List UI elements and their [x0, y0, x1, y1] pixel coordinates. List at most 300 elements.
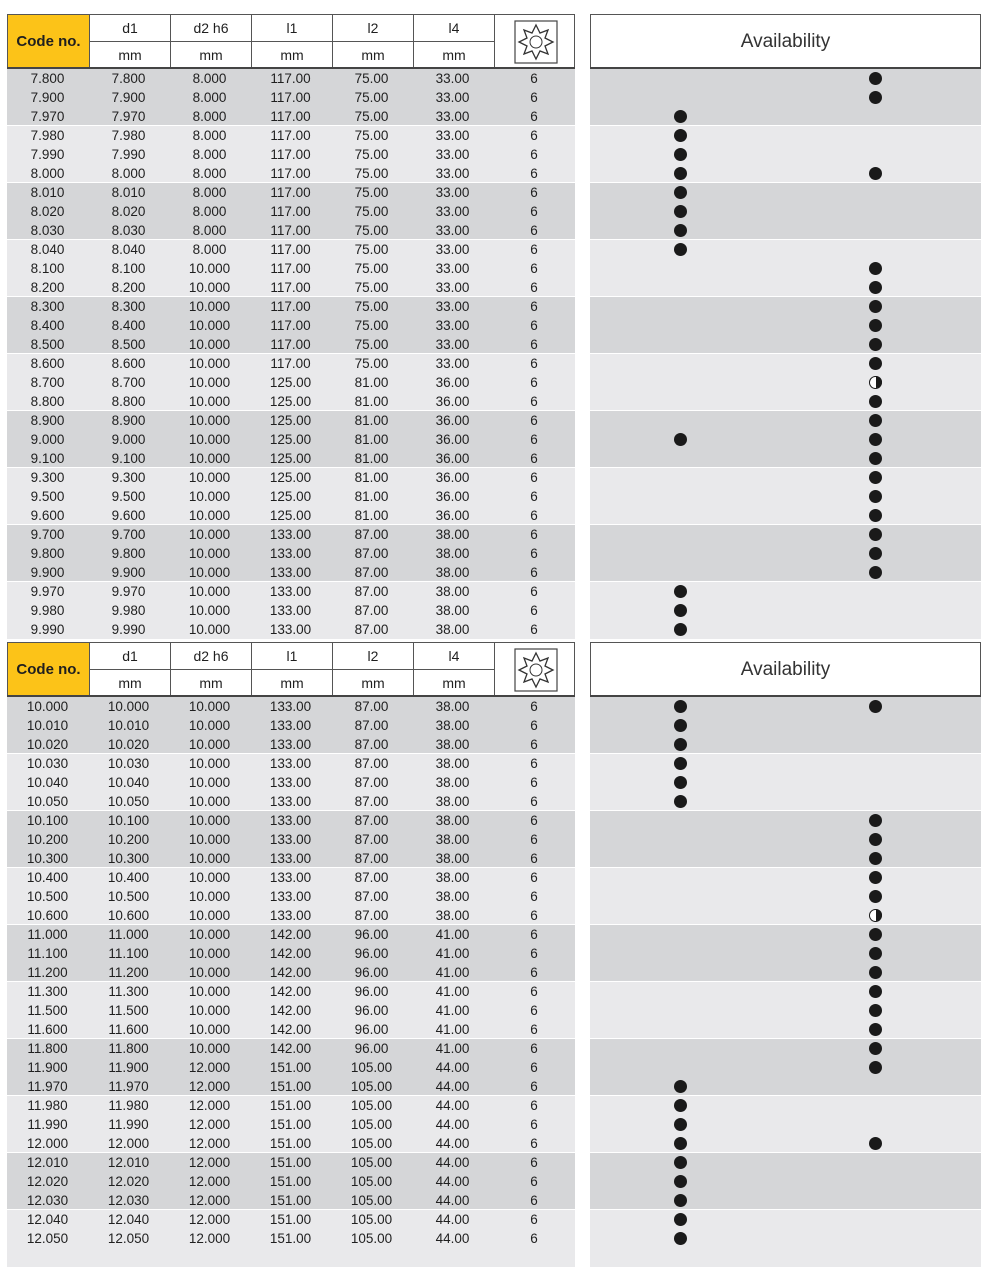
- availability-row: [590, 697, 981, 716]
- l1-cell: 151.00: [269, 1117, 312, 1132]
- l2-cell: 87.00: [354, 908, 389, 923]
- code-no-cell: 10.050: [26, 794, 69, 809]
- col-l4-header: l4: [413, 15, 494, 42]
- code-no-cell: 10.500: [26, 889, 69, 904]
- table-row: [7, 1077, 575, 1096]
- availability-dot-icon: [674, 167, 687, 180]
- d1-cell: 9.600: [111, 508, 146, 523]
- flutes-cell: 6: [530, 1231, 538, 1246]
- l2-cell: 96.00: [354, 965, 389, 980]
- l1-cell: 125.00: [269, 508, 312, 523]
- code-no-cell: 10.040: [26, 775, 69, 790]
- flutes-cell: 6: [530, 261, 538, 276]
- table-row: [7, 544, 575, 563]
- flutes-cell: 6: [530, 927, 538, 942]
- code-no-cell: 12.000: [26, 1136, 69, 1151]
- d1-cell: 8.300: [111, 299, 146, 314]
- l1-cell: 117.00: [270, 261, 311, 276]
- l1-cell: 142.00: [269, 946, 312, 961]
- availability-header: Availability: [590, 642, 981, 697]
- d1-cell: 11.300: [108, 984, 149, 999]
- table-row: [7, 259, 575, 278]
- table-row: [7, 906, 575, 925]
- d1-cell: 7.900: [111, 90, 146, 105]
- l4-cell: 38.00: [435, 718, 470, 733]
- l2-cell: 96.00: [354, 927, 389, 942]
- availability-row: [590, 906, 981, 925]
- code-no-cell: 10.020: [26, 737, 69, 752]
- d1-cell: 11.800: [108, 1041, 149, 1056]
- availability-row: [590, 982, 981, 1001]
- code-no-cell: 11.300: [27, 984, 68, 999]
- l1-cell: 125.00: [269, 432, 312, 447]
- d2-cell: 10.000: [188, 413, 231, 428]
- l1-cell: 133.00: [269, 756, 312, 771]
- d2-cell: 10.000: [188, 718, 231, 733]
- d1-cell: 10.050: [107, 794, 150, 809]
- availability-row: [590, 278, 981, 297]
- l1-cell: 133.00: [269, 584, 312, 599]
- availability-dot-icon: [869, 395, 882, 408]
- d2-cell: 10.000: [188, 1003, 231, 1018]
- flutes-cell: 6: [530, 90, 538, 105]
- availability-dot-icon: [674, 1080, 687, 1093]
- l4-cell: 38.00: [435, 794, 470, 809]
- d2-cell: 10.000: [188, 527, 231, 542]
- d1-cell: 9.970: [111, 584, 146, 599]
- flutes-cell: 6: [530, 280, 538, 295]
- l4-cell: 44.00: [435, 1079, 470, 1094]
- availability-dot-icon: [674, 186, 687, 199]
- availability-body: [590, 69, 981, 639]
- l2-cell: 105.00: [350, 1136, 393, 1151]
- code-no-cell: 10.200: [26, 832, 69, 847]
- table-row: [7, 297, 575, 316]
- l4-cell: 38.00: [435, 813, 470, 828]
- d1-cell: 8.030: [111, 223, 146, 238]
- code-no-cell: 8.800: [30, 394, 65, 409]
- l4-cell: 33.00: [435, 128, 470, 143]
- flutes-cell: 6: [530, 489, 538, 504]
- l4-cell: 41.00: [435, 965, 470, 980]
- l4-cell: 33.00: [435, 318, 470, 333]
- d2-cell: 8.000: [192, 242, 227, 257]
- availability-dot-icon: [869, 966, 882, 979]
- col-l2-unit: mm: [332, 42, 413, 69]
- l1-cell: 133.00: [269, 870, 312, 885]
- availability-row: [590, 811, 981, 830]
- l1-cell: 117.00: [270, 318, 311, 333]
- d1-cell: 8.900: [111, 413, 146, 428]
- flutes-cell: 6: [530, 851, 538, 866]
- flutes-cell: 6: [530, 242, 538, 257]
- availability-dot-icon: [869, 167, 882, 180]
- table-row: [7, 202, 575, 221]
- d1-cell: 11.990: [108, 1117, 149, 1132]
- availability-row: [590, 754, 981, 773]
- availability-row: [590, 582, 981, 601]
- flutes-cell: 6: [530, 603, 538, 618]
- availability-dot-icon: [869, 471, 882, 484]
- table-row: [7, 830, 575, 849]
- l2-cell: 87.00: [354, 851, 389, 866]
- flutes-cell: 6: [530, 337, 538, 352]
- code-no-cell: 11.200: [27, 965, 68, 980]
- availability-row: [590, 392, 981, 411]
- l1-cell: 151.00: [269, 1060, 312, 1075]
- l1-cell: 151.00: [269, 1231, 312, 1246]
- d2-cell: 10.000: [188, 261, 231, 276]
- d2-cell: 10.000: [188, 946, 231, 961]
- l4-cell: 33.00: [435, 223, 470, 238]
- availability-row: [590, 88, 981, 107]
- l4-cell: 44.00: [435, 1098, 470, 1113]
- flutes-cell: 6: [530, 718, 538, 733]
- l4-cell: 38.00: [435, 584, 470, 599]
- l1-cell: 117.00: [270, 128, 311, 143]
- availability-row: [590, 69, 981, 88]
- availability-dot-icon: [869, 547, 882, 560]
- l4-cell: 33.00: [435, 299, 470, 314]
- d1-cell: 9.100: [111, 451, 146, 466]
- flutes-cell: 6: [530, 946, 538, 961]
- l4-cell: 33.00: [435, 185, 470, 200]
- table-row: [7, 1229, 575, 1248]
- availability-dot-icon: [869, 452, 882, 465]
- availability-dot-icon: [869, 91, 882, 104]
- availability-dot-icon: [869, 262, 882, 275]
- table-row: [7, 183, 575, 202]
- table-row: [7, 925, 575, 944]
- availability-dot-icon: [869, 281, 882, 294]
- flutes-cell: 6: [530, 223, 538, 238]
- code-no-cell: 8.400: [30, 318, 65, 333]
- availability-row: [590, 126, 981, 145]
- d2-cell: 10.000: [188, 356, 231, 371]
- flutes-cell: 6: [530, 166, 538, 181]
- availability-dot-icon: [674, 1232, 687, 1245]
- table-row: [7, 1039, 575, 1058]
- table-row: [7, 392, 575, 411]
- code-no-cell: 11.980: [27, 1098, 68, 1113]
- code-no-cell: 12.010: [26, 1155, 69, 1170]
- availability-row: [590, 868, 981, 887]
- l4-cell: 33.00: [435, 109, 470, 124]
- code-no-cell: 9.900: [30, 565, 65, 580]
- availability-row: [590, 1191, 981, 1210]
- code-no-cell: 9.500: [30, 489, 65, 504]
- l1-cell: 133.00: [269, 851, 312, 866]
- d1-cell: 8.800: [111, 394, 146, 409]
- table-row: [7, 1058, 575, 1077]
- availability-dot-icon: [674, 623, 687, 636]
- d1-cell: 12.050: [107, 1231, 150, 1246]
- l2-cell: 75.00: [354, 242, 389, 257]
- l2-cell: 105.00: [350, 1155, 393, 1170]
- l4-cell: 36.00: [435, 489, 470, 504]
- l1-cell: 142.00: [269, 984, 312, 999]
- col-l1-unit: mm: [251, 670, 332, 697]
- d1-cell: 10.500: [107, 889, 150, 904]
- availability-row: [590, 221, 981, 240]
- table-row: [7, 221, 575, 240]
- l2-cell: 81.00: [354, 470, 389, 485]
- l4-cell: 33.00: [435, 280, 470, 295]
- l1-cell: 125.00: [269, 413, 312, 428]
- flutes-cell: 6: [530, 775, 538, 790]
- l2-cell: 96.00: [354, 1041, 389, 1056]
- l4-cell: 44.00: [435, 1174, 470, 1189]
- availability-dot-icon: [869, 319, 882, 332]
- code-no-cell: 8.030: [30, 223, 65, 238]
- d2-cell: 10.000: [188, 984, 231, 999]
- d2-cell: 8.000: [192, 185, 227, 200]
- l1-cell: 117.00: [270, 299, 311, 314]
- l1-cell: 142.00: [269, 927, 312, 942]
- flutes-cell: 6: [530, 1060, 538, 1075]
- table-row: [7, 716, 575, 735]
- l1-cell: 133.00: [269, 737, 312, 752]
- availability-row: [590, 354, 981, 373]
- l2-cell: 105.00: [350, 1117, 393, 1132]
- d1-cell: 8.200: [111, 280, 146, 295]
- l4-cell: 36.00: [435, 413, 470, 428]
- col-l2-header: l2: [332, 643, 413, 670]
- availability-dot-icon: [674, 110, 687, 123]
- l1-cell: 133.00: [269, 832, 312, 847]
- availability-dot-icon: [869, 833, 882, 846]
- l4-cell: 38.00: [435, 851, 470, 866]
- d2-cell: 12.000: [188, 1155, 231, 1170]
- flutes-cell: 6: [530, 356, 538, 371]
- flutes-cell: 6: [530, 451, 538, 466]
- l1-cell: 133.00: [269, 603, 312, 618]
- table-row: [7, 792, 575, 811]
- availability-dot-icon: [674, 243, 687, 256]
- l4-cell: 33.00: [435, 90, 470, 105]
- d2-cell: 10.000: [188, 851, 231, 866]
- flutes-cell: 6: [530, 432, 538, 447]
- col-l4-header: l4: [413, 643, 494, 670]
- availability-row: [590, 487, 981, 506]
- table-row: [7, 1134, 575, 1153]
- code-no-cell: 9.300: [30, 470, 65, 485]
- code-no-cell: 11.970: [27, 1079, 68, 1094]
- d1-cell: 7.980: [111, 128, 146, 143]
- availability-dot-icon: [869, 852, 882, 865]
- table-row: [7, 411, 575, 430]
- availability-row: [590, 830, 981, 849]
- table-row: [7, 1191, 575, 1210]
- availability-dot-icon: [869, 566, 882, 579]
- code-no-cell: 8.000: [30, 166, 65, 181]
- l1-cell: 151.00: [269, 1212, 312, 1227]
- col-l1-unit: mm: [251, 42, 332, 69]
- d2-cell: 10.000: [188, 318, 231, 333]
- availability-row: [590, 259, 981, 278]
- l4-cell: 41.00: [435, 1022, 470, 1037]
- d1-cell: 10.020: [107, 737, 150, 752]
- table-row: [7, 1001, 575, 1020]
- l2-cell: 75.00: [354, 147, 389, 162]
- flutes-cell: 6: [530, 1136, 538, 1151]
- table-row: [7, 697, 575, 716]
- availability-row: [590, 449, 981, 468]
- d2-cell: 10.000: [188, 756, 231, 771]
- flutes-cell: 6: [530, 299, 538, 314]
- l2-cell: 75.00: [354, 318, 389, 333]
- table-row: [7, 1096, 575, 1115]
- l1-cell: 133.00: [269, 889, 312, 904]
- l2-cell: 105.00: [350, 1193, 393, 1208]
- d1-cell: 8.600: [111, 356, 146, 371]
- availability-dot-icon: [869, 890, 882, 903]
- availability-dot-icon: [674, 1213, 687, 1226]
- availability-row: [590, 1229, 981, 1248]
- l2-cell: 81.00: [354, 413, 389, 428]
- l2-cell: 87.00: [354, 813, 389, 828]
- l2-cell: 75.00: [354, 337, 389, 352]
- l4-cell: 33.00: [435, 71, 470, 86]
- code-no-cell: 11.500: [27, 1003, 68, 1018]
- code-no-cell: 11.100: [27, 946, 68, 961]
- table-row: [7, 982, 575, 1001]
- code-no-cell: 10.400: [26, 870, 69, 885]
- table-row: [7, 430, 575, 449]
- l2-cell: 75.00: [354, 356, 389, 371]
- d2-cell: 10.000: [188, 280, 231, 295]
- availability-row: [590, 716, 981, 735]
- table-row: [7, 506, 575, 525]
- availability-dot-icon: [674, 757, 687, 770]
- d1-cell: 11.970: [108, 1079, 149, 1094]
- flutes-cell: 6: [530, 1117, 538, 1132]
- d2-cell: 8.000: [192, 166, 227, 181]
- availability-row: [590, 563, 981, 582]
- l4-cell: 38.00: [435, 832, 470, 847]
- flutes-cell: 6: [530, 394, 538, 409]
- d1-cell: 7.970: [111, 109, 146, 124]
- d2-cell: 10.000: [188, 546, 231, 561]
- flutes-cell: 6: [530, 794, 538, 809]
- d2-cell: 10.000: [188, 299, 231, 314]
- l4-cell: 38.00: [435, 737, 470, 752]
- availability-row: [590, 1001, 981, 1020]
- d2-cell: 12.000: [188, 1212, 231, 1227]
- l1-cell: 125.00: [269, 394, 312, 409]
- flutes-cell: 6: [530, 1003, 538, 1018]
- d1-cell: 8.700: [111, 375, 146, 390]
- flutes-cell: 6: [530, 813, 538, 828]
- d1-cell: 10.010: [107, 718, 150, 733]
- l2-cell: 87.00: [354, 584, 389, 599]
- l2-cell: 96.00: [354, 984, 389, 999]
- l2-cell: 105.00: [350, 1231, 393, 1246]
- availability-row: [590, 963, 981, 982]
- flutes-cell: 6: [530, 71, 538, 86]
- code-no-cell: 9.970: [30, 584, 65, 599]
- table-row: [7, 1153, 575, 1172]
- l1-cell: 151.00: [269, 1098, 312, 1113]
- l1-cell: 151.00: [269, 1193, 312, 1208]
- l4-cell: 41.00: [435, 1003, 470, 1018]
- flutes-cell: 6: [530, 1174, 538, 1189]
- l4-cell: 36.00: [435, 508, 470, 523]
- l4-cell: 38.00: [435, 699, 470, 714]
- availability-dot-icon: [674, 1099, 687, 1112]
- l2-cell: 87.00: [354, 794, 389, 809]
- availability-dot-icon: [869, 1137, 882, 1150]
- availability-dot-icon: [869, 490, 882, 503]
- col-l4-unit: mm: [413, 42, 494, 69]
- table-header: [7, 642, 575, 697]
- flutes-cell: 6: [530, 832, 538, 847]
- availability-header: Availability: [590, 14, 981, 69]
- d2-cell: 10.000: [188, 451, 231, 466]
- d1-cell: 11.200: [108, 965, 149, 980]
- code-no-cell: 10.010: [26, 718, 69, 733]
- d1-cell: 10.000: [107, 699, 150, 714]
- availability-dot-icon: [869, 414, 882, 427]
- d2-cell: 8.000: [192, 109, 227, 124]
- d1-cell: 11.500: [108, 1003, 149, 1018]
- d2-cell: 8.000: [192, 90, 227, 105]
- availability-row: [590, 1115, 981, 1134]
- l1-cell: 142.00: [269, 965, 312, 980]
- availability-row: [590, 335, 981, 354]
- table-row: [7, 126, 575, 145]
- d2-cell: 10.000: [188, 1022, 231, 1037]
- l2-cell: 87.00: [354, 870, 389, 885]
- d2-cell: 10.000: [188, 965, 231, 980]
- l1-cell: 117.00: [270, 204, 311, 219]
- availability-row: [590, 1058, 981, 1077]
- l2-cell: 75.00: [354, 166, 389, 181]
- l2-cell: 81.00: [354, 489, 389, 504]
- availability-dot-icon: [869, 871, 882, 884]
- d2-cell: 10.000: [188, 737, 231, 752]
- availability-row: [590, 1077, 981, 1096]
- d2-cell: 8.000: [192, 71, 227, 86]
- l1-cell: 133.00: [269, 718, 312, 733]
- l1-cell: 117.00: [270, 147, 311, 162]
- d2-cell: 10.000: [188, 470, 231, 485]
- table-row: [7, 107, 575, 126]
- l1-cell: 117.00: [270, 90, 311, 105]
- availability-row: [590, 944, 981, 963]
- table-row: [7, 278, 575, 297]
- l2-cell: 87.00: [354, 546, 389, 561]
- l2-cell: 75.00: [354, 299, 389, 314]
- availability-row: [590, 773, 981, 792]
- d1-cell: 9.000: [111, 432, 146, 447]
- table-row: [7, 1172, 575, 1191]
- code-no-cell: 8.700: [30, 375, 65, 390]
- l2-cell: 87.00: [354, 718, 389, 733]
- d1-cell: 11.000: [108, 927, 149, 942]
- table-body: [7, 69, 575, 639]
- table-row: [7, 145, 575, 164]
- l1-cell: 117.00: [270, 166, 311, 181]
- col-d2-unit: mm: [170, 670, 251, 697]
- table-row: [7, 373, 575, 392]
- d1-cell: 10.040: [107, 775, 150, 790]
- l1-cell: 117.00: [270, 356, 311, 371]
- code-no-cell: 10.100: [26, 813, 69, 828]
- l4-cell: 38.00: [435, 889, 470, 904]
- l4-cell: 44.00: [435, 1231, 470, 1246]
- flutes-header: [494, 15, 576, 68]
